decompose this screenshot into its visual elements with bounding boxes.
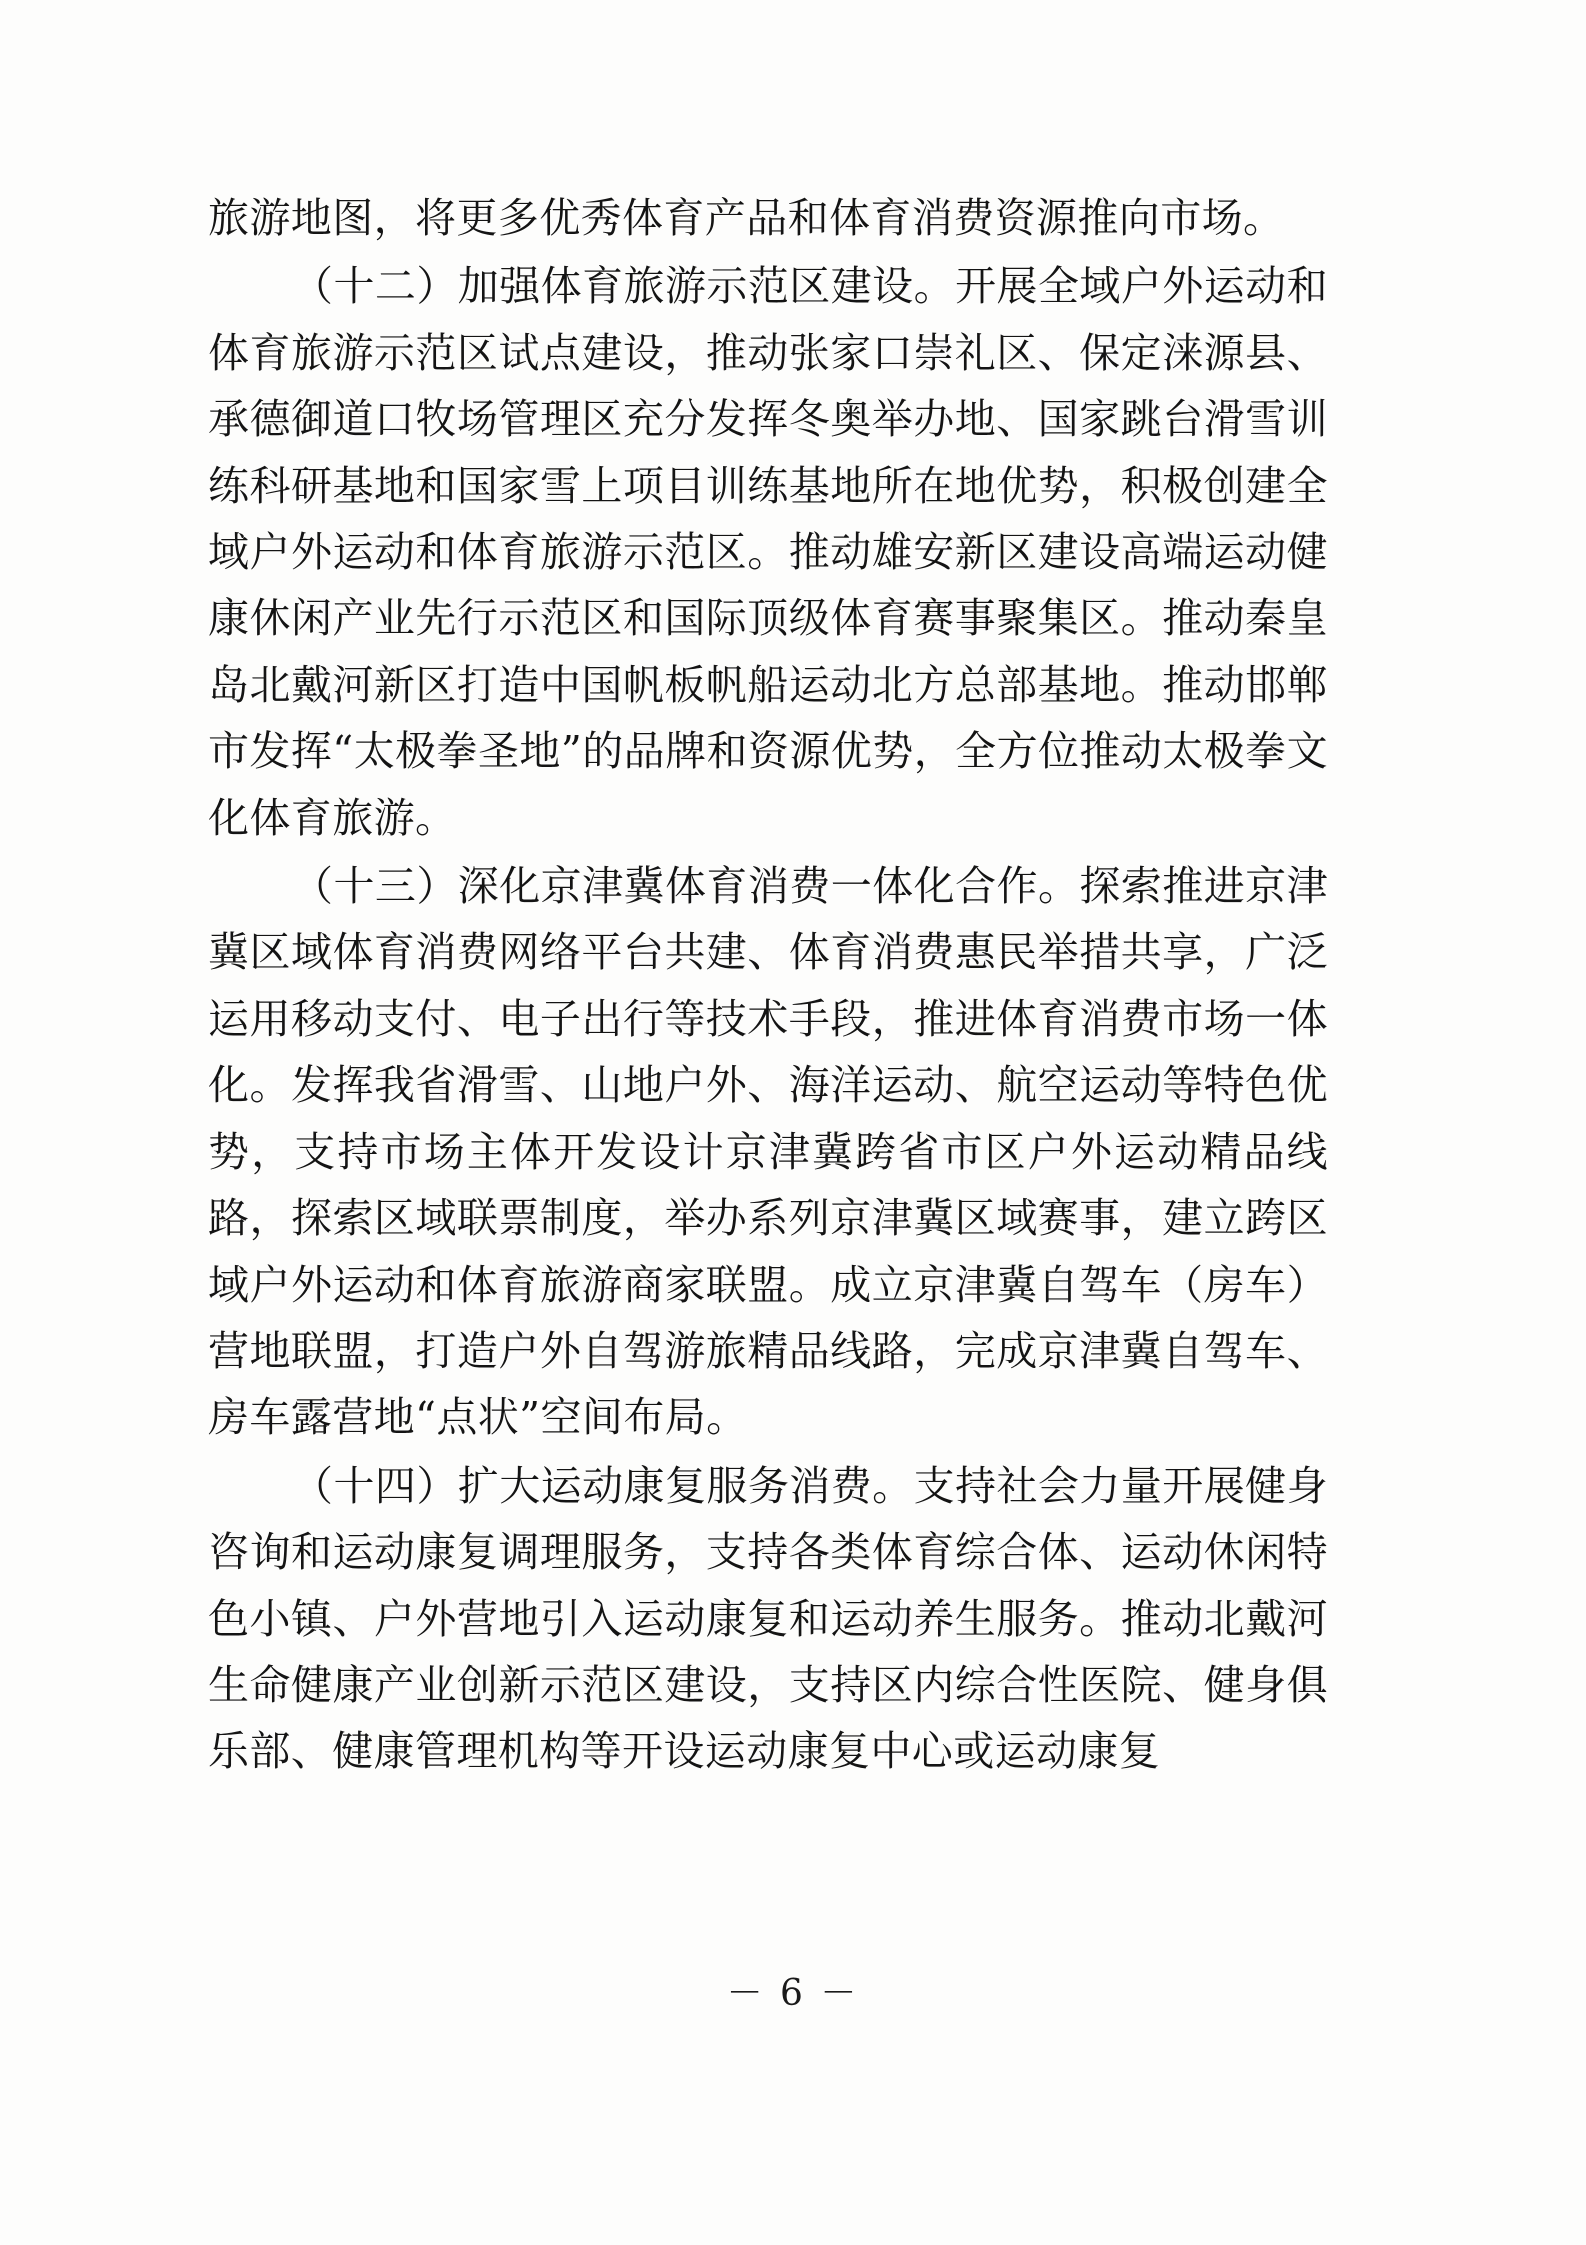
page-number: － 6 － bbox=[726, 1973, 860, 2014]
paragraph-item-thirteen: （十三）深化京津冀体育消费一体化合作。探索推进京津冀区域体育消费网络平台共建、体育消费惠民举措共享，广泛运用移动支付、电子出行等技术手段，推进体育消费市场一体化。发挥我省滑雪、山地户外、海洋运动、航空运动等特色优势，支持市场主体开发设计京津冀跨省市区户外运动精品线路，探索区域联票制度，举办系列京津冀区域赛事，建立跨区域户外运动和体育旅游商家联盟。成立京津冀自驾车（房车）营地联盟，打造户外自驾游旅精品线路，完成京津冀自驾车、房车露营地“点状”空间布局。 bbox=[208, 862, 1328, 1442]
paragraph-continuation: 旅游地图，将更多优秀体育产品和体育消费资源推向市场。 bbox=[208, 194, 1285, 242]
paragraph-item-fourteen: （十四）扩大运动康复服务消费。支持社会力量开展健身咨询和运动康复调理服务，支持各类体育综合体、运动休闲特色小镇、户外营地引入运动康复和运动养生服务。推动北戴河生命健康产业创新示范区建设，支持区内综合性医院、健身俱乐部、健康管理机构等开设运动康复中心或运动康复 bbox=[208, 1461, 1328, 1776]
paragraph-item-twelve: （十二）加强体育旅游示范区建设。开展全域户外运动和体育旅游示范区试点建设，推动张家口崇礼区、保定涞源县、承德御道口牧场管理区充分发挥冬奥举办地、国家跳台滑雪训练科研基地和国家雪上项目训练基地所在地优势，积极创建全域户外运动和体育旅游示范区。推动雄安新区建设高端运动健康休闲产业先行示范区和国际顶级体育赛事聚集区。推动秦皇岛北戴河新区打造中国帆板帆船运动北方总部基地。推动邯郸市发挥“太极拳圣地”的品牌和资源优势，全方位推动太极拳文化体育旅游。 bbox=[208, 262, 1328, 842]
page-text-column bbox=[208, 185, 1328, 1787]
document-body bbox=[208, 185, 1328, 1785]
